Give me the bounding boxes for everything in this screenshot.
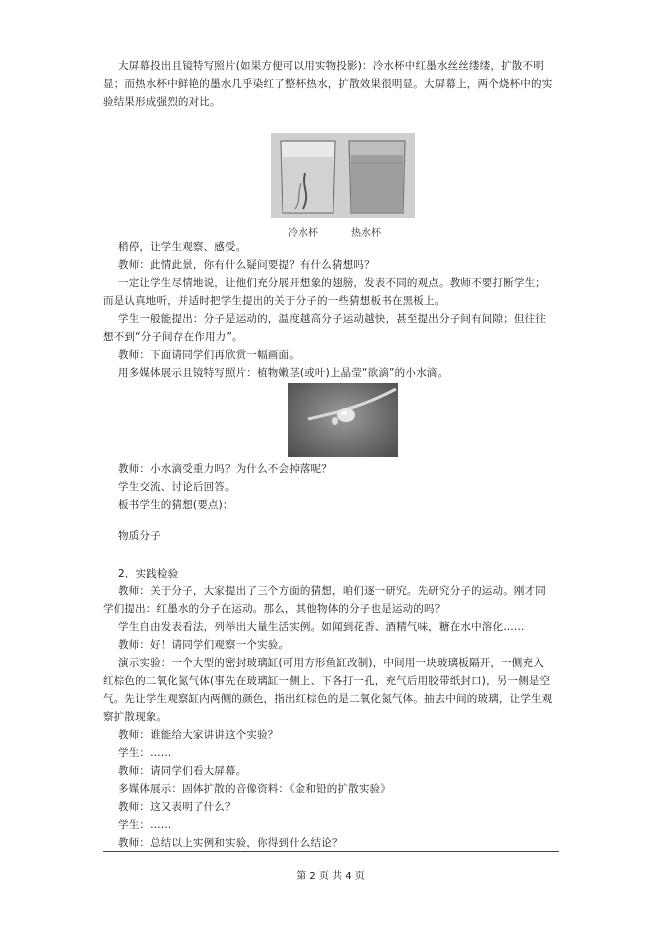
paragraph: 显；而热水杯中鲜艳的墨水几乎染红了整杯热水，扩散效果很明显。大屏幕上，两个烧杯中的实: [103, 78, 553, 90]
caption-cold-water: 冷水杯: [288, 228, 318, 239]
paragraph: 学们提出：红墨水的分子在运动。那么，其他物体的分子也是运动的吗？: [103, 603, 446, 615]
paragraph: 教师：谁能给大家讲讲这个实验？: [118, 729, 279, 741]
paragraph: 教师：总结以上实例和实验，你得到什么结论？: [118, 837, 343, 849]
paragraph: 而是认真地听，并适时把学生提出的关于分子的一些猜想板书在黑板上。: [103, 295, 446, 307]
paragraph: 大屏幕投出且镜特写照片(如果方便可以用实物投影)：冷水杯中红墨水丝丝缕缕，扩散不明: [118, 60, 544, 72]
paragraph: 教师：下面请同学们再欣赏一幅画面。: [118, 349, 300, 361]
paragraph: 教师：好！请同学们观察一个实验。: [118, 639, 290, 651]
paragraph: 验结果形成强烈的对比。: [103, 96, 221, 108]
paragraph: 演示实验：一个大型的密封玻璃缸(可用方形鱼缸改制)，中间用一块玻璃板隔开，一侧充入: [118, 657, 544, 669]
paragraph: 学生交流、讨论后回答。: [118, 481, 236, 493]
beaker-illustration: [271, 133, 415, 218]
section-heading: 2．实践检验: [118, 568, 179, 580]
paragraph: 教师：关于分子，大家提出了三个方面的猜想，咱们逐一研究。先研究分子的运动。刚才同: [118, 585, 546, 597]
paragraph: 物质分子: [118, 530, 161, 542]
beaker-photo: [271, 133, 415, 218]
paragraph: 学生自由发表看法，列举出大量生活实例。如闻到花香、酒精气味，糖在水中溶化……: [118, 621, 525, 633]
paragraph: 板书学生的猜想(要点)：: [118, 499, 234, 511]
droplet-illustration: [288, 383, 398, 457]
paragraph: 教师：此情此景，你有什么疑问要提？有什么猜想吗？: [118, 259, 375, 271]
paragraph: 气。先让学生观察缸内两侧的颜色，指出红棕色的是二氧化氮气体。抽去中间的玻璃，让学生观: [103, 693, 553, 705]
paragraph: 教师：请同学们看大屏幕。: [118, 765, 247, 777]
water-droplet-photo: [288, 383, 398, 457]
caption-hot-water: 热水杯: [351, 228, 381, 239]
paragraph: 学生：……: [118, 819, 172, 831]
paragraph: 察扩散现象。: [103, 711, 168, 723]
footer-divider: [103, 851, 559, 852]
paragraph: 多媒体展示：固体扩散的音像资料：《金和铅的扩散实验》: [118, 783, 391, 795]
page-number: 第 2 页 共 4 页: [296, 871, 365, 882]
paragraph: 稍停，让学生观察、感受。: [118, 241, 247, 253]
paragraph: 用多媒体展示且镜特写照片：植物嫩茎(或叶)上晶莹“欲滴”的小水滴。: [118, 367, 449, 379]
paragraph: 教师：这又表明了什么？: [118, 801, 236, 813]
paragraph: 学生一般能提出：分子是运动的，温度越高分子运动越快，甚至提出分子间有间隙；但往往: [118, 313, 546, 325]
paragraph: 红棕色的二氧化氮气体(事先在玻璃缸一侧上、下各打一孔，充气后用胶带纸封口)，另一侧是空: [103, 675, 551, 687]
paragraph: 一定让学生尽情地说，让他们充分展开想象的翅膀，发表不同的观点。教师不要打断学生；: [118, 277, 546, 289]
paragraph: 想不到“分子间存在作用力”。: [103, 331, 243, 343]
paragraph: 教师：小水滴受重力吗？为什么不会掉落呢？: [118, 463, 332, 475]
paragraph: 学生：……: [118, 747, 172, 759]
